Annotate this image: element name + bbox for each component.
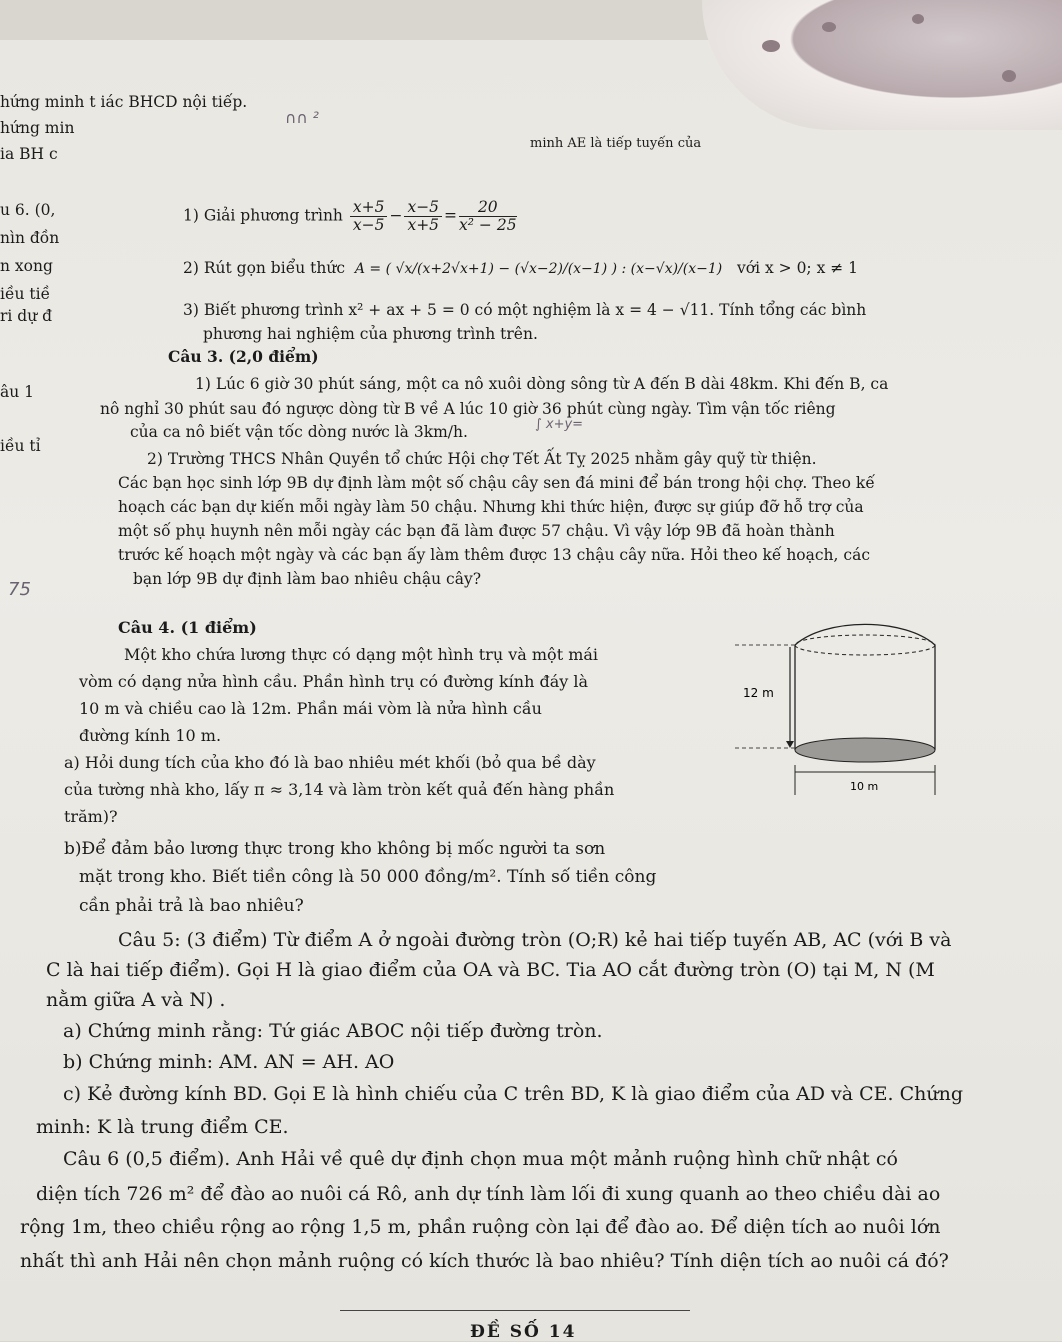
handwriting-number: 75 bbox=[8, 579, 31, 600]
q4-l1: Một kho chứa lương thực có dạng một hình trụ và một mái bbox=[124, 645, 599, 664]
q3-title: Câu 3. (2,0 điểm) bbox=[168, 347, 319, 366]
q5-a: a) Chứng minh rằng: Tứ giác ABOC nội tiếp đường tròn. bbox=[63, 1020, 603, 1042]
q3-p2a: 2) Trường THCS Nhân Quyền tổ chức Hội chợ Tết Ất Tỵ 2025 nhằm gây quỹ từ thiện. bbox=[147, 450, 817, 468]
q3-p2b: Các bạn học sinh lớp 9B dự định làm một số chậu cây sen đá mini để bán trong hội chợ. Theo kế bbox=[118, 474, 875, 492]
dome-base bbox=[795, 635, 935, 655]
silo-figure bbox=[735, 605, 955, 805]
q4-l7: trăm)? bbox=[64, 807, 118, 826]
cut-text-5: nìn đồn bbox=[0, 229, 60, 247]
cut-text-1: hứng minh t iác BHCD nội tiếp. bbox=[0, 93, 248, 111]
q4-l2: vòm có dạng nửa hình cầu. Phần hình trụ có đường kính đáy là bbox=[79, 672, 589, 691]
cut-text-8: ri dự đ bbox=[0, 307, 53, 325]
q3-p1b: nô nghỉ 30 phút sau đó ngược dòng từ B về A lúc 10 giờ 36 phút cùng ngày. Tìm vận tốc riêng bbox=[100, 400, 836, 418]
q6-l2: diện tích 726 m² để đào ao nuôi cá Rô, anh dự tính làm lối đi xung quanh ao theo chiều dài ao bbox=[36, 1183, 941, 1205]
q4-title: Câu 4. (1 điểm) bbox=[118, 618, 257, 637]
cut-text-3: ia BH c bbox=[0, 145, 58, 163]
cylinder-base bbox=[795, 738, 935, 762]
height-label: 12 m bbox=[743, 686, 774, 700]
q2-part3-cont: phương hai nghiệm của phương trình trên. bbox=[203, 325, 538, 343]
q6-l3: rộng 1m, theo chiều rộng ao rộng 1,5 m, phần ruộng còn lại để đào ao. Để diện tích ao nuôi lớn bbox=[20, 1216, 941, 1238]
handwriting-mark: ∩∩ ² bbox=[285, 109, 319, 127]
cut-text-10: iều tỉ bbox=[0, 437, 41, 455]
q5-l1: Câu 5: (3 điểm) Từ điểm A ở ngoài đường tròn (O;R) kẻ hai tiếp tuyến AB, AC (với B và bbox=[118, 929, 952, 951]
handwriting-note: ∫ x+y= bbox=[535, 417, 584, 432]
dome-arc bbox=[795, 624, 935, 645]
q2-part1: 1) Giải phương trình $\frac{x+5}{x-5}$ − $\frac{x-5}{x+5}$ = $\frac{20}{\text{x² − 25}}$ bbox=[183, 198, 517, 234]
q4-l3: 10 m và chiều cao là 12m. Phần mái vòm là nửa hình cầu bbox=[79, 699, 542, 718]
q6-l4: nhất thì anh Hải nên chọn mảnh ruộng có kích thước là bao nhiêu? Tính diện tích ao nuôi cá đó? bbox=[20, 1250, 949, 1272]
q5-c2: minh: K là trung điểm CE. bbox=[36, 1116, 289, 1138]
q4-l4: đường kính 10 m. bbox=[79, 726, 222, 745]
q3-p1a: 1) Lúc 6 giờ 30 phút sáng, một ca nô xuôi dòng sông từ A đến B dài 48km. Khi đến B, ca bbox=[195, 375, 889, 393]
q4-l5: a) Hỏi dung tích của kho đó là bao nhiêu mét khối (bỏ qua bề dày bbox=[64, 753, 596, 772]
cut-text-6: n xong bbox=[0, 257, 53, 275]
cut-text-2: hứng min bbox=[0, 119, 75, 137]
cut-text-3b: minh AE là tiếp tuyến của bbox=[530, 136, 702, 151]
q4-l9: mặt trong kho. Biết tiền công là 50 000 đồng/m². Tính số tiền công bbox=[79, 867, 657, 887]
q5-l3: nằm giữa A và N) . bbox=[46, 989, 226, 1011]
q5-c1: c) Kẻ đường kính BD. Gọi E là hình chiếu của C trên BD, K là giao điểm của AD và CE. Chứng bbox=[63, 1083, 963, 1105]
footer-title: ĐỀ SỐ 14 bbox=[470, 1322, 577, 1342]
q5-b: b) Chứng minh: AM. AN = AH. AO bbox=[63, 1051, 395, 1073]
q6-l1: Câu 6 (0,5 điểm). Anh Hải về quê dự định chọn mua một mảnh ruộng hình chữ nhật có bbox=[63, 1148, 898, 1170]
q4-l8: b)Để đảm bảo lương thực trong kho không bị mốc người ta sơn bbox=[64, 839, 606, 859]
cut-text-4: u 6. (0, bbox=[0, 201, 56, 219]
q3-p1c: của ca nô biết vận tốc dòng nước là 3km/h. bbox=[130, 423, 468, 441]
q4-l10: cần phải trả là bao nhiêu? bbox=[79, 896, 304, 916]
cut-text-7: iều tiề bbox=[0, 285, 51, 303]
q4-l6: của tường nhà kho, lấy π ≈ 3,14 và làm tròn kết quả đến hàng phần bbox=[64, 780, 615, 799]
q5-l2: C là hai tiếp điểm). Gọi H là giao điểm của OA và BC. Tia AO cắt đường tròn (O) tại M, N (M bbox=[46, 959, 935, 981]
q2-part2: 2) Rút gọn biểu thức A = ( √x/(x+2√x+1) − (√x−2)/(x−1) ) : (x−√x)/(x−1) với x > 0; x ≠ 1 bbox=[183, 259, 859, 277]
cut-text-9: âu 1 bbox=[0, 383, 35, 401]
q3-p2c: hoạch các bạn dự kiến mỗi ngày làm 50 chậu. Nhưng khi thức hiện, được sự giúp đỡ hỗ trợ của bbox=[118, 498, 864, 516]
q3-p2f: bạn lớp 9B dự định làm bao nhiêu chậu cây? bbox=[133, 570, 482, 588]
q3-p2d: một số phụ huynh nên mỗi ngày các bạn đã làm được 57 chậu. Vì vậy lớp 9B đã hoàn thành bbox=[118, 522, 835, 540]
diameter-label: 10 m bbox=[850, 780, 879, 793]
footer-rule bbox=[340, 1310, 690, 1311]
q3-p2e: trước kế hoạch một ngày và các bạn ấy làm thêm được 13 chậu cây nữa. Hỏi theo kế hoạch, các bbox=[118, 546, 870, 564]
q2-part3: 3) Biết phương trình x² + ax + 5 = 0 có một nghiệm là x = 4 − √11. Tính tổng các bình bbox=[183, 301, 867, 319]
